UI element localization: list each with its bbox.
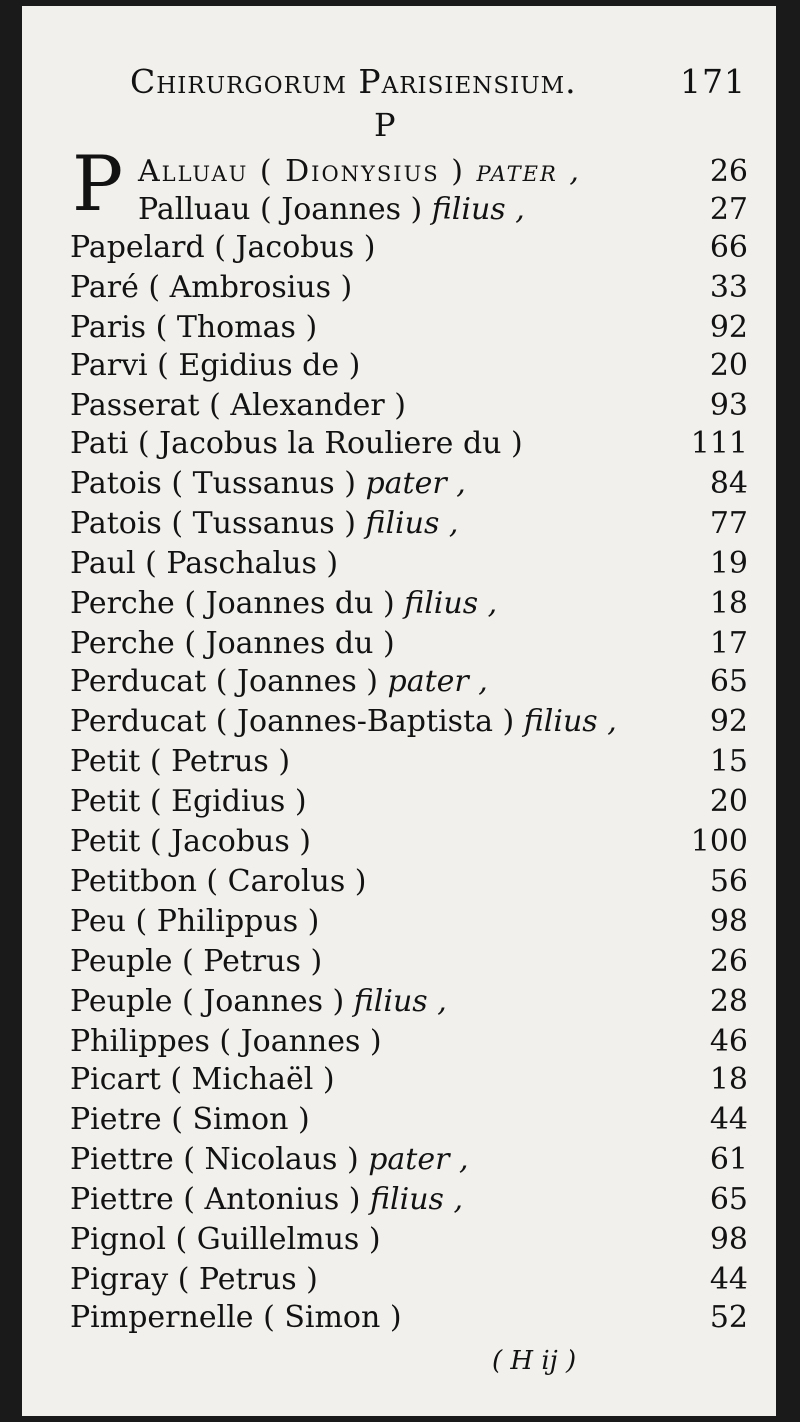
index-entry — [70, 662, 748, 702]
entry-person: Paré ( Ambrosius ) — [70, 270, 353, 305]
entry-page-number: 66 — [709, 230, 748, 265]
entry-page-number: 26 — [709, 154, 748, 189]
index-entry — [70, 544, 748, 584]
entry-person: Picart ( Michaël ) — [70, 1062, 335, 1097]
entry-page-number: 100 — [690, 824, 748, 859]
entry-name — [70, 1220, 381, 1260]
index-entry — [70, 1220, 748, 1260]
book-page — [22, 6, 776, 1416]
drop-cap: P — [72, 139, 124, 228]
entry-name — [70, 902, 319, 942]
entry-person: Pati ( Jacobus la Rouliere du ) — [70, 426, 523, 461]
entry-person: Patois ( Tussanus ) — [70, 466, 356, 501]
index-entry — [70, 942, 748, 982]
entry-page-number: 52 — [709, 1300, 748, 1335]
running-header — [130, 62, 746, 102]
entry-page-number: 15 — [709, 744, 748, 779]
entry-page-number: 19 — [709, 546, 748, 581]
index-entry — [70, 152, 748, 192]
entry-qualifier: filius , — [360, 1182, 464, 1217]
index-entry — [70, 504, 748, 544]
index-entry — [70, 464, 748, 504]
entry-name — [70, 544, 338, 584]
entry-person: Patois ( Tussanus ) — [70, 506, 356, 541]
entry-name — [70, 942, 322, 982]
index-entry — [70, 1180, 748, 1220]
entry-name — [70, 268, 352, 308]
entry-name — [70, 308, 317, 348]
entry-person: Petitbon ( Carolus ) — [70, 864, 367, 899]
index-entry — [70, 1298, 748, 1338]
entry-person: Peuple ( Joannes ) — [70, 984, 345, 1019]
entry-qualifier: pater , — [358, 1142, 469, 1177]
entry-person: Philippes ( Joannes ) — [70, 1024, 382, 1059]
entry-page-number: 65 — [709, 664, 748, 699]
entry-name — [138, 190, 525, 230]
entry-page-number: 98 — [709, 1222, 748, 1257]
entry-qualifier: filius , — [514, 704, 617, 739]
index-entry — [70, 346, 748, 386]
entry-person: Petit ( Egidius ) — [70, 784, 307, 819]
entry-person: Piettre ( Antonius ) — [70, 1182, 361, 1217]
entry-name — [70, 346, 360, 386]
entry-name — [70, 822, 311, 862]
running-title: Chirurgorum Parisiensium. — [130, 62, 577, 101]
entry-person: Pietre ( Simon ) — [70, 1102, 310, 1137]
entry-person: Petit ( Jacobus ) — [70, 824, 312, 859]
index-entry — [70, 1140, 748, 1180]
entry-name — [138, 152, 581, 192]
entry-page-number: 28 — [709, 984, 748, 1019]
entry-person: Passerat ( Alexander ) — [70, 388, 407, 423]
entry-name — [70, 624, 395, 664]
entry-person: Perche ( Joannes du ) — [70, 586, 395, 621]
index-entry — [70, 702, 748, 742]
entry-qualifier: filius , — [422, 192, 525, 227]
entry-page-number: 77 — [709, 506, 748, 541]
entry-page-number: 56 — [709, 864, 748, 899]
entry-name — [70, 1060, 335, 1100]
entry-name — [70, 782, 307, 822]
entry-page-number: 26 — [709, 944, 748, 979]
entry-qualifier: pater , — [464, 154, 581, 189]
entry-page-number: 20 — [709, 348, 748, 383]
index-entry — [70, 190, 748, 230]
entry-name — [70, 662, 488, 702]
entry-page-number: 18 — [709, 586, 748, 621]
entry-page-number: 20 — [709, 784, 748, 819]
entry-name — [70, 228, 375, 268]
entry-name — [70, 742, 290, 782]
entry-name — [70, 584, 497, 624]
entry-person: Perducat ( Joannes-Baptista ) — [70, 704, 515, 739]
index-entry — [70, 584, 748, 624]
entry-name — [70, 1260, 318, 1300]
index-entry — [70, 822, 748, 862]
entry-person: Perducat ( Joannes ) — [70, 664, 378, 699]
page-number: 171 — [680, 62, 746, 101]
entry-person: Piettre ( Nicolaus ) — [70, 1142, 359, 1177]
entry-name — [70, 464, 466, 504]
entry-name — [70, 1180, 463, 1220]
entry-page-number: 93 — [709, 388, 748, 423]
index-entry — [70, 1260, 748, 1300]
index-entry — [70, 1060, 748, 1100]
entry-person: Peuple ( Petrus ) — [70, 944, 323, 979]
entry-name — [70, 862, 366, 902]
index-entry — [70, 228, 748, 268]
entry-person: Alluau ( Dionysius ) — [138, 154, 465, 189]
entry-page-number: 61 — [709, 1142, 748, 1177]
entry-qualifier: pater , — [377, 664, 488, 699]
entry-page-number: 98 — [709, 904, 748, 939]
entry-page-number: 27 — [709, 192, 748, 227]
entry-person: Paul ( Paschalus ) — [70, 546, 339, 581]
entry-page-number: 92 — [709, 704, 748, 739]
entry-page-number: 44 — [709, 1102, 748, 1137]
index-entry — [70, 1022, 748, 1062]
entry-person: Parvi ( Egidius de ) — [70, 348, 361, 383]
index-entry — [70, 308, 748, 348]
entry-person: Papelard ( Jacobus ) — [70, 230, 376, 265]
entry-page-number: 18 — [709, 1062, 748, 1097]
entry-name — [70, 504, 458, 544]
entry-person: Pignol ( Guillelmus ) — [70, 1222, 381, 1257]
entry-name — [70, 1298, 402, 1338]
index-entry — [70, 982, 748, 1022]
section-letter: P — [374, 106, 396, 144]
entry-person: Paris ( Thomas ) — [70, 310, 318, 345]
entry-name — [70, 386, 406, 426]
entry-page-number: 17 — [709, 626, 748, 661]
entry-person: Petit ( Petrus ) — [70, 744, 291, 779]
index-entry — [70, 386, 748, 426]
entry-name — [70, 1140, 469, 1180]
entry-qualifier: filius , — [344, 984, 447, 1019]
entry-page-number: 33 — [709, 270, 748, 305]
entry-person: Palluau ( Joannes ) — [138, 192, 423, 227]
index-entry — [70, 782, 748, 822]
entry-name — [70, 982, 447, 1022]
entry-name — [70, 1022, 382, 1062]
entry-page-number: 92 — [709, 310, 748, 345]
entry-page-number: 84 — [709, 466, 748, 501]
entry-name — [70, 424, 523, 464]
index-entry — [70, 268, 748, 308]
entry-person: Peu ( Philippus ) — [70, 904, 320, 939]
index-entry — [70, 624, 748, 664]
index-entry — [70, 424, 748, 464]
index-entry — [70, 902, 748, 942]
entry-person: Pimpernelle ( Simon ) — [70, 1300, 402, 1335]
entry-page-number: 44 — [709, 1262, 748, 1297]
signature-mark: ( H ij ) — [492, 1346, 577, 1376]
index-entry — [70, 742, 748, 782]
entry-qualifier: pater , — [355, 466, 466, 501]
entry-person: Perche ( Joannes du ) — [70, 626, 395, 661]
entry-page-number: 65 — [709, 1182, 748, 1217]
index-entry — [70, 862, 748, 902]
entry-page-number: 111 — [690, 426, 748, 461]
entry-qualifier: filius , — [355, 506, 459, 541]
entry-name — [70, 702, 617, 742]
entry-person: Pigray ( Petrus ) — [70, 1262, 318, 1297]
entry-name — [70, 1100, 310, 1140]
entry-page-number: 46 — [709, 1024, 748, 1059]
index-entry — [70, 1100, 748, 1140]
entry-qualifier: filius , — [394, 586, 498, 621]
